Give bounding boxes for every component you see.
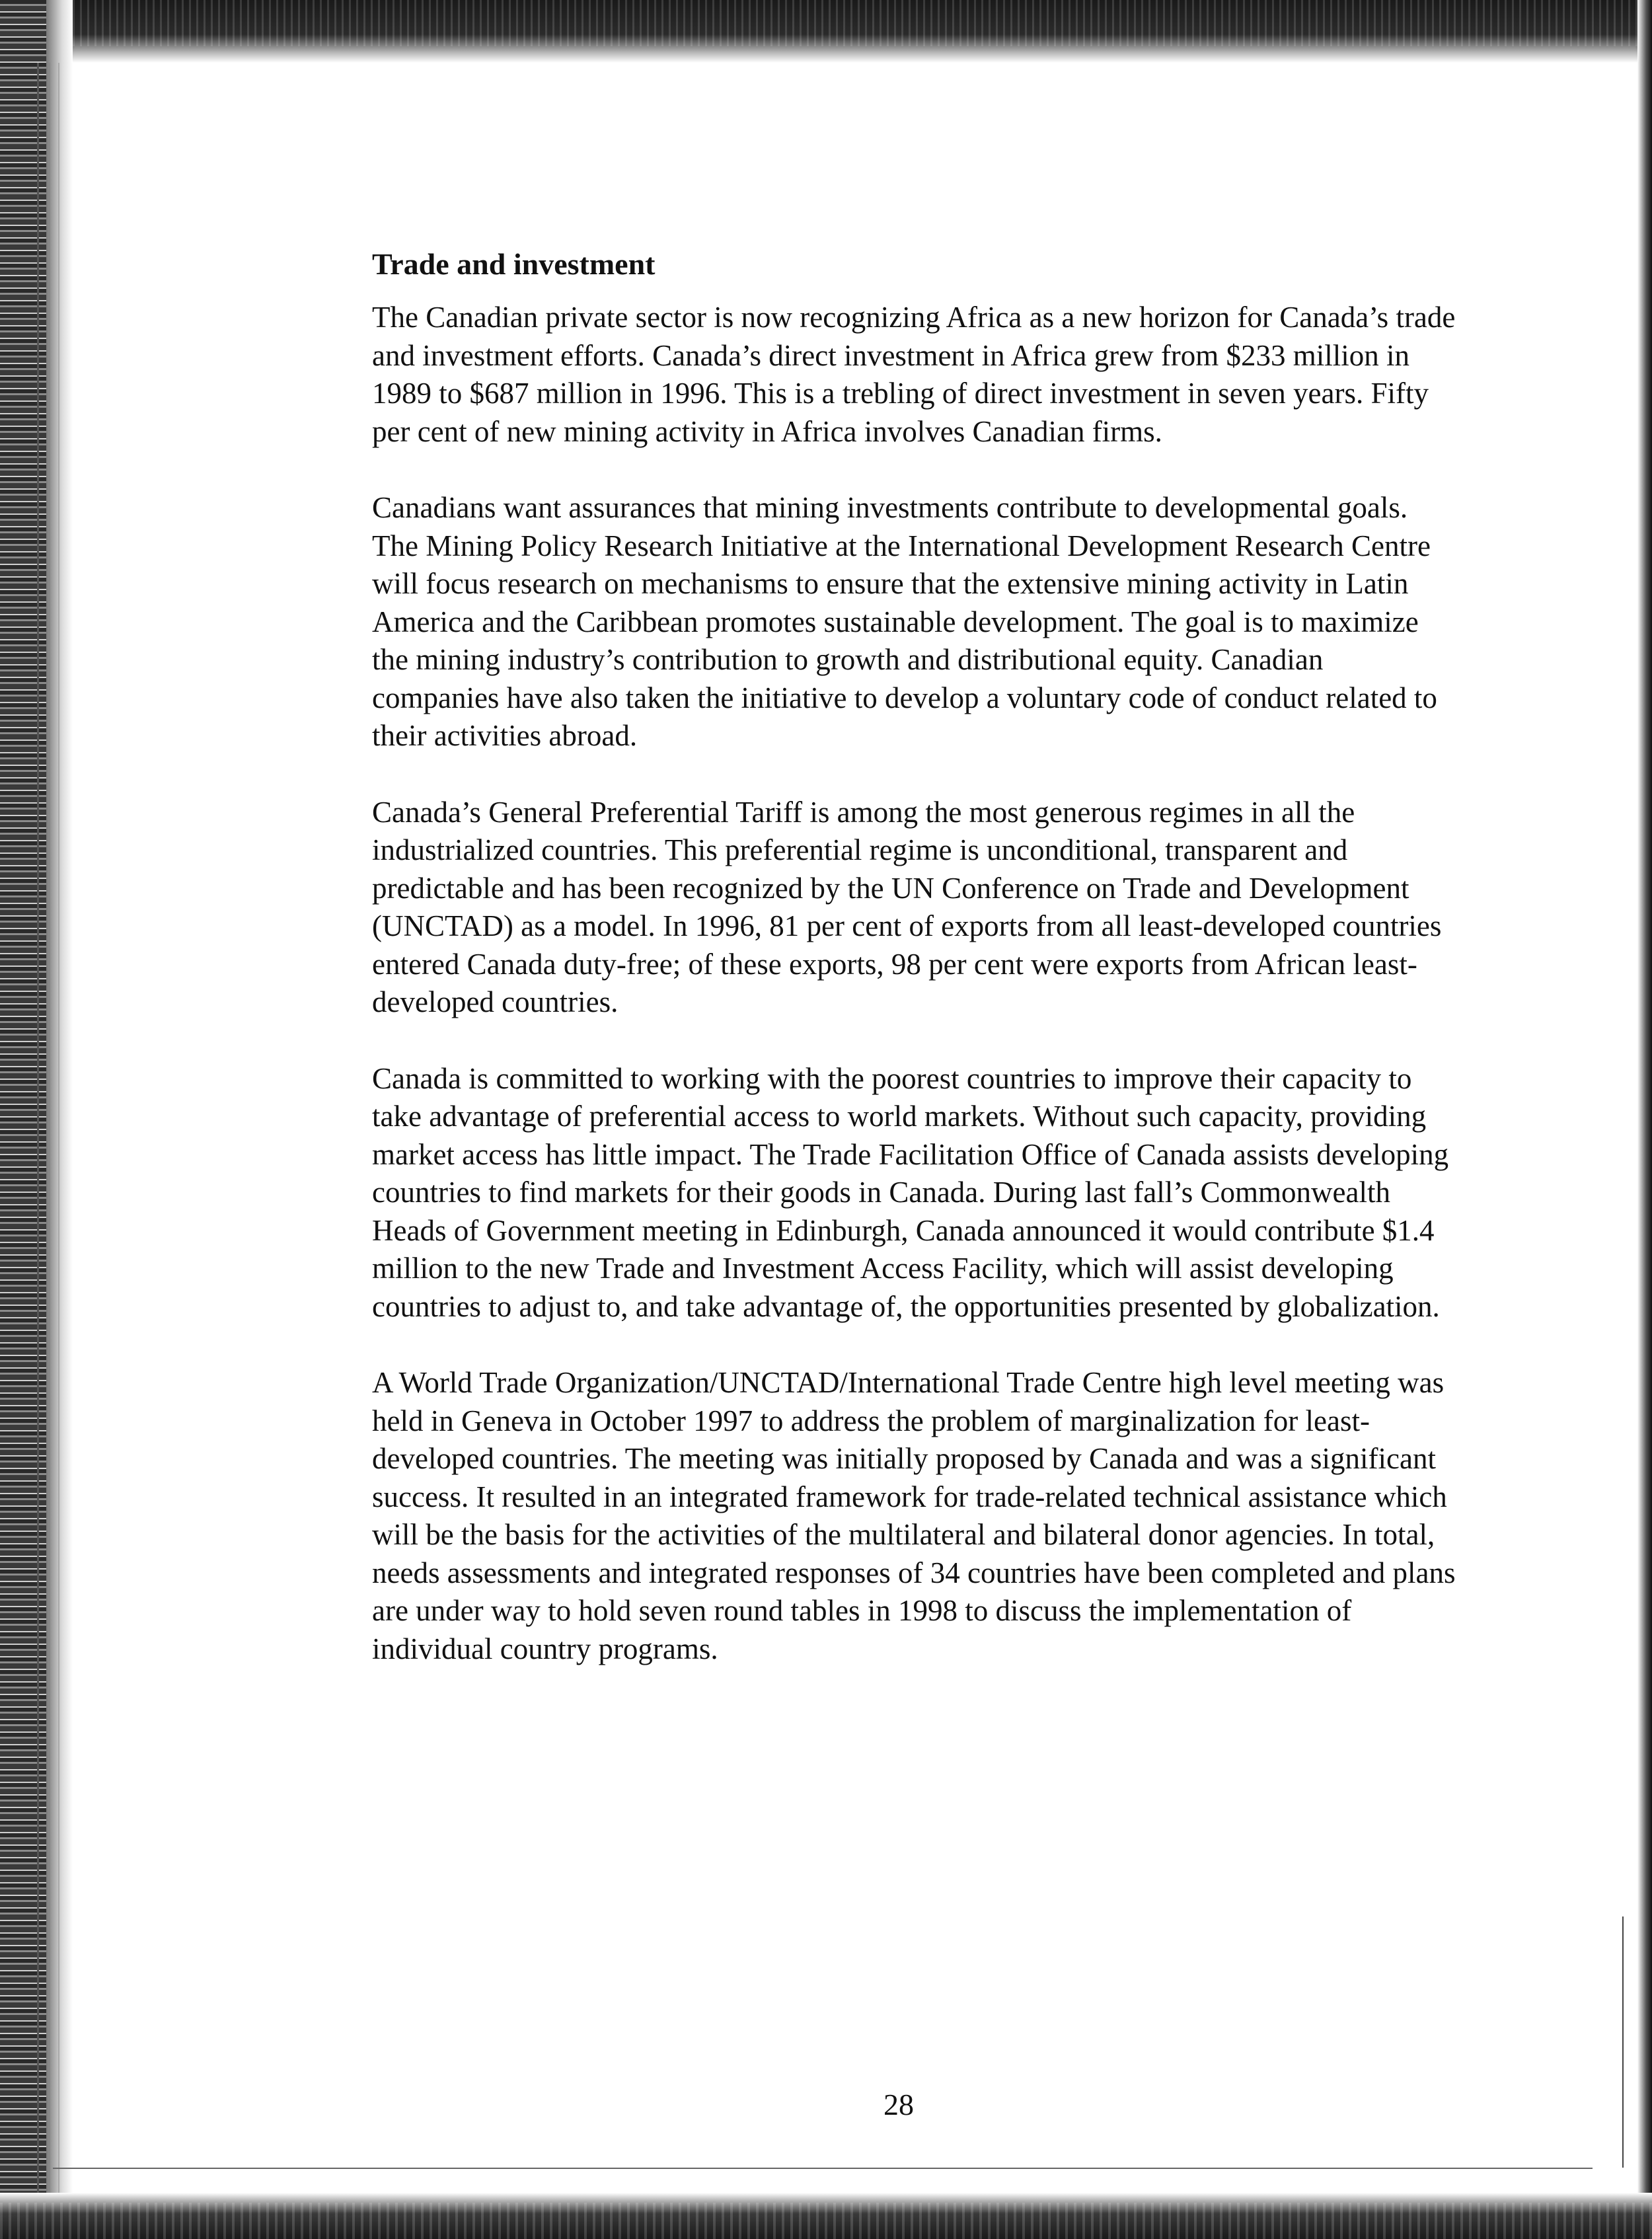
document-body [372,245,1456,1706]
binding-line [49,63,50,2204]
page-number: 28 [883,2088,914,2121]
page-edge-bottom [53,2168,1593,2169]
paragraph-mining-policy: Canadians want assurances that mining investments contribute to developmental goals. The Mining Policy Research Initiative at the International Development Research Centre will focus research on mechanisms to ensure that the extensive mining activity in Latin America and the Caribbean promotes sustainable development. The goal is to maximize the mining industry’s contribution to growth and distributional equity. Canadian companies have also taken the initiative to develop a voluntary code of conduct related to their activities abroad. [372,491,1437,752]
paragraph-preferential-tariff: Canada’s General Preferential Tariff is among the most generous regimes in all the industrialized countries. This preferential regime is unconditional, transparent and predictable and has been recognized by the UN Conference on Trade and Development (UNCTAD) as a model. In 1996, 81 per cent of exports from all least-developed countries entered Canada duty-free; of these exports, 98 per cent were exports from African least-developed countries. [372,795,1442,1018]
binding-line [58,63,59,2204]
scan-shadow-left [46,0,73,2239]
binding-line [37,63,39,2204]
paragraph-investment: The Canadian private sector is now recognizing Africa as a new horizon for Canada’s trade and investment efforts. Canada’s direct investment in Africa grew from $233 million in 1989 to $687 million in 1996. This is a trebling of direct investment in seven years. Fifty per cent of new mining activity in Africa involves Canadian firms. [372,301,1456,448]
scan-noise-top [0,0,1652,46]
scan-noise-bottom [0,2203,1652,2239]
page-edge-right [1622,1916,1624,2168]
paragraph-market-access: Canada is committed to working with the poorest countries to improve their capacity to take advantage of preferential access to world markets. Without such capacity, providing market access has little impact. The Trade Facilitation Office of Canada assists developing countries to find markets for their goods in Canada. During last fall’s Commonwealth Heads of Government meeting in Edinburgh, Canada announced it would contribute $1.4 million to the new Trade and Investment Access Facility, which will assist developing countries to adjust to, and take advantage of, the opportunities presented by globalization. [372,1061,1449,1323]
paragraph-wto-meeting: A World Trade Organization/UNCTAD/International Trade Centre high level meeting was held in Geneva in October 1997 to address the problem of marginalization for least-developed countries. The meeting was initially proposed by Canada and was a significant success. It resulted in an integrated framework for trade-related technical assistance which will be the basis for the activities of the multilateral and bilateral donor agencies. In total, needs assessments and integrated responses of 34 countries have been completed and plans are under way to hold seven round tables in 1998 to discuss the implementation of individual country programs. [372,1366,1456,1665]
scan-border-right [1637,0,1652,2239]
scan-border-left [0,0,46,2239]
section-heading: Trade and investment [372,247,656,281]
